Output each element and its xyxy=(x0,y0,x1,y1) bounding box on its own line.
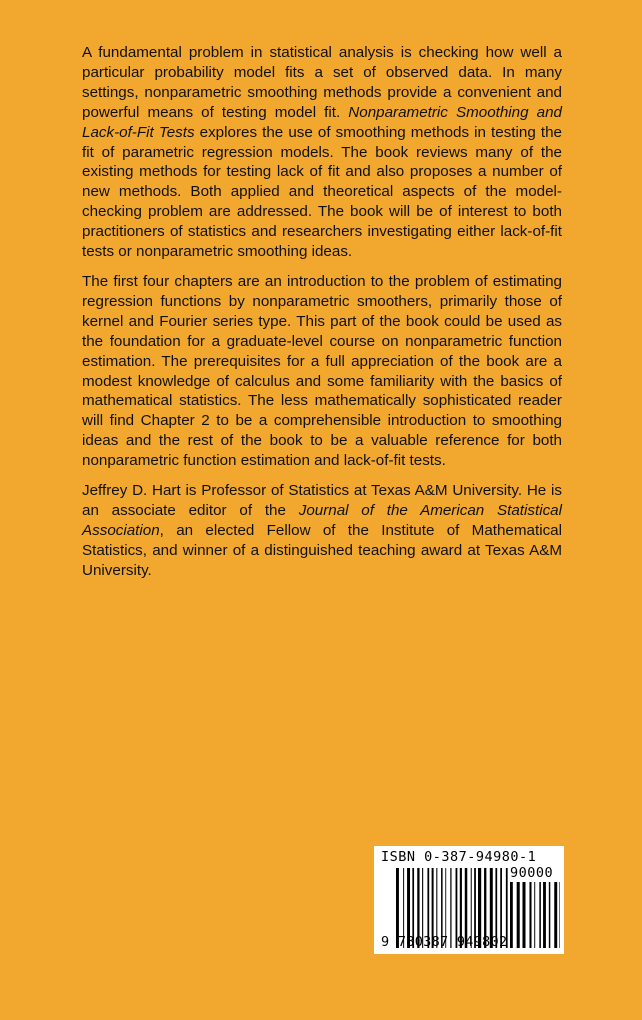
barcode-bar xyxy=(517,882,520,948)
barcode-bar xyxy=(549,882,550,948)
author-bio-text-cont: , an elected Fellow of the Institute of Mathematical Statistics, and winner of a distinguished teaching award at Texas A&M University. xyxy=(82,521,562,579)
back-cover-text xyxy=(82,43,562,591)
isbn-label: ISBN 0-387-94980-1 xyxy=(381,849,537,865)
barcode-bar xyxy=(534,882,535,948)
barcode-bar xyxy=(554,882,557,948)
isbn-barcode xyxy=(374,846,564,954)
barcode-bar xyxy=(522,882,525,948)
journal-title: Journal of the American Statistical Association xyxy=(82,501,562,539)
description-paragraph xyxy=(82,43,562,262)
barcode-bar xyxy=(559,882,560,948)
barcode-bar xyxy=(510,882,513,948)
barcode-bar xyxy=(539,882,541,948)
price-code: 90000 xyxy=(510,865,554,881)
chapters-paragraph: The first four chapters are an introduction to the problem of estimating regression functions by nonparametric smoothers, primarily those of kernel and Fourier series type. This part of the book could be used as the foundation for a graduate-level course on nonparametric function estimation. The prerequisites for a full appreciation of the book are a modest knowledge of calculus and some familiarity with the basics of mathematical statistics. The less mathematically sophisticated reader will find Chapter 2 to be a comprehensible introduction to smoothing ideas and the rest of the book to be a valuable reference for both nonparametric function estimation and lack-of-fit tests. xyxy=(82,272,562,470)
addon-bars xyxy=(510,882,560,948)
description-text-cont: explores the use of smoothing methods in testing the fit of parametric regression models. The book reviews many of the existing methods for testing lack of fit and also proposes a number of new methods. Both applied and theoretical aspects of the model-checking problem are addressed. The book will be of interest to both practitioners of statistics and researchers investigating either lack-of-fit tests or nonparametric smoothing ideas. xyxy=(82,123,562,261)
author-bio-paragraph xyxy=(82,481,562,581)
author-bio-text: Jeffrey D. Hart is Professor of Statistics at Texas A&M University. He is an associate editor of the xyxy=(82,482,562,519)
barcode-bar xyxy=(529,882,531,948)
description-text: A fundamental problem in statistical analysis is checking how well a particular probability model fits a set of observed data. In many settings, nonparametric smoothing methods provide a convenient and powerful means of testing model fit. xyxy=(82,44,562,121)
ean-digits: 9 780387 949802 xyxy=(381,934,508,950)
book-title: Nonparametric Smoothing and Lack-of-Fit Tests xyxy=(82,103,562,141)
barcode-bar xyxy=(543,882,546,948)
